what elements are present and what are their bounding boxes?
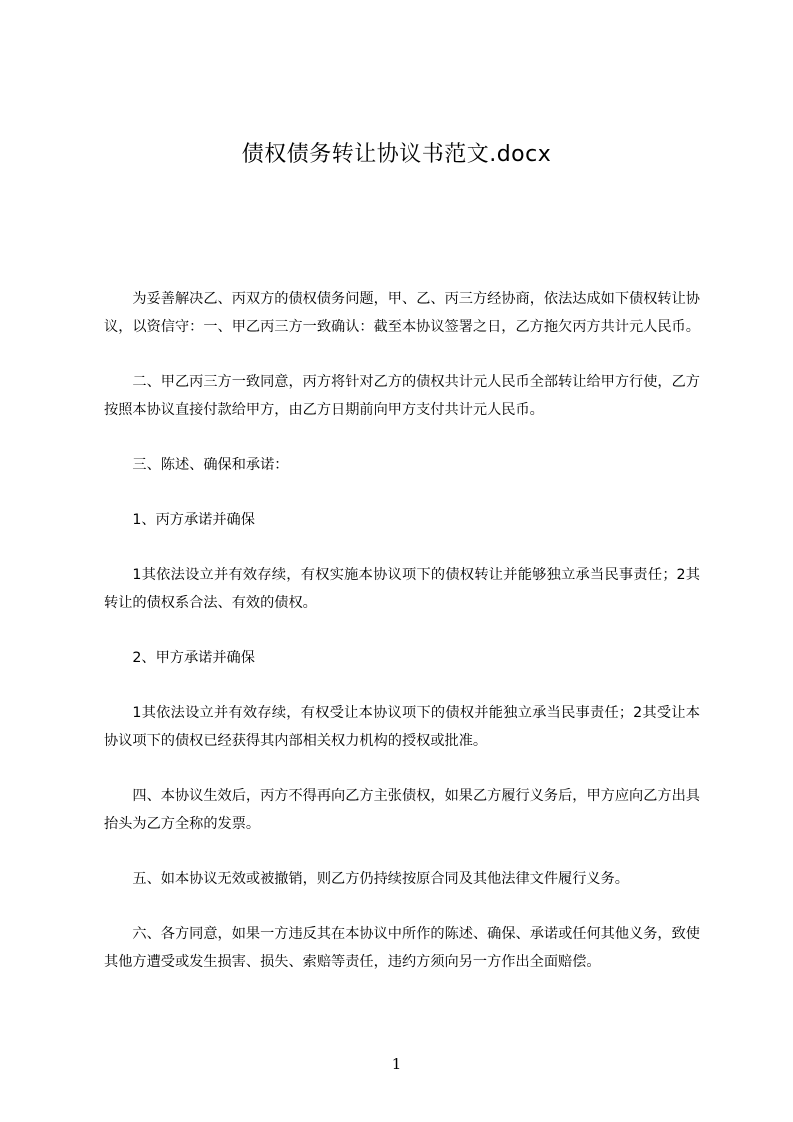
document-title: 债权债务转让协议书范文.docx (241, 142, 552, 167)
page-number: 1 (391, 1055, 402, 1073)
paragraph-clause-5: 五、如本协议无效或被撤销，则乙方仍持续按原合同及其他法律文件履行义务。 (132, 871, 629, 887)
paragraph-clause-6: 六、各方同意，如果一方违反其在本协议中所作的陈述、确保、承诺或任何其他义务，致使其他方遭受或发生损害、损失、索赔等责任，违约方须向另一方作出全面赔偿。 (104, 926, 700, 970)
paragraph-party-c-heading: 1、丙方承诺并确保 (132, 512, 255, 528)
document-body (104, 285, 700, 1003)
paragraph-intro: 为妥善解决乙、丙双方的债权债务问题，甲、乙、丙三方经协商，依法达成如下债权转让协议，以资信守：一、甲乙丙三方一致确认：截至本协议签署之日，乙方拖欠丙方共计元人民币。 (104, 291, 700, 335)
paragraph-clause-4: 四、本协议生效后，丙方不得再向乙方主张债权，如果乙方履行义务后，甲方应向乙方出具抬头为乙方全称的发票。 (104, 788, 700, 832)
paragraph-clause-3-heading: 三、陈述、确保和承诺： (132, 457, 289, 473)
paragraph-party-c-terms: 1其依法设立并有效存续，有权实施本协议项下的债权转让并能够独立承当民事责任；2其转让的债权系合法、有效的债权。 (104, 567, 700, 611)
paragraph-clause-2: 二、甲乙丙三方一致同意，丙方将针对乙方的债权共计元人民币全部转让给甲方行使，乙方按照本协议直接付款给甲方，由乙方日期前向甲方支付共计元人民币。 (104, 374, 700, 418)
paragraph-party-a-terms: 1其依法设立并有效存续，有权受让本协议项下的债权并能独立承当民事责任；2其受让本协议项下的债权已经获得其内部相关权力机构的授权或批准。 (104, 705, 700, 749)
paragraph-party-a-heading: 2、甲方承诺并确保 (132, 650, 255, 666)
